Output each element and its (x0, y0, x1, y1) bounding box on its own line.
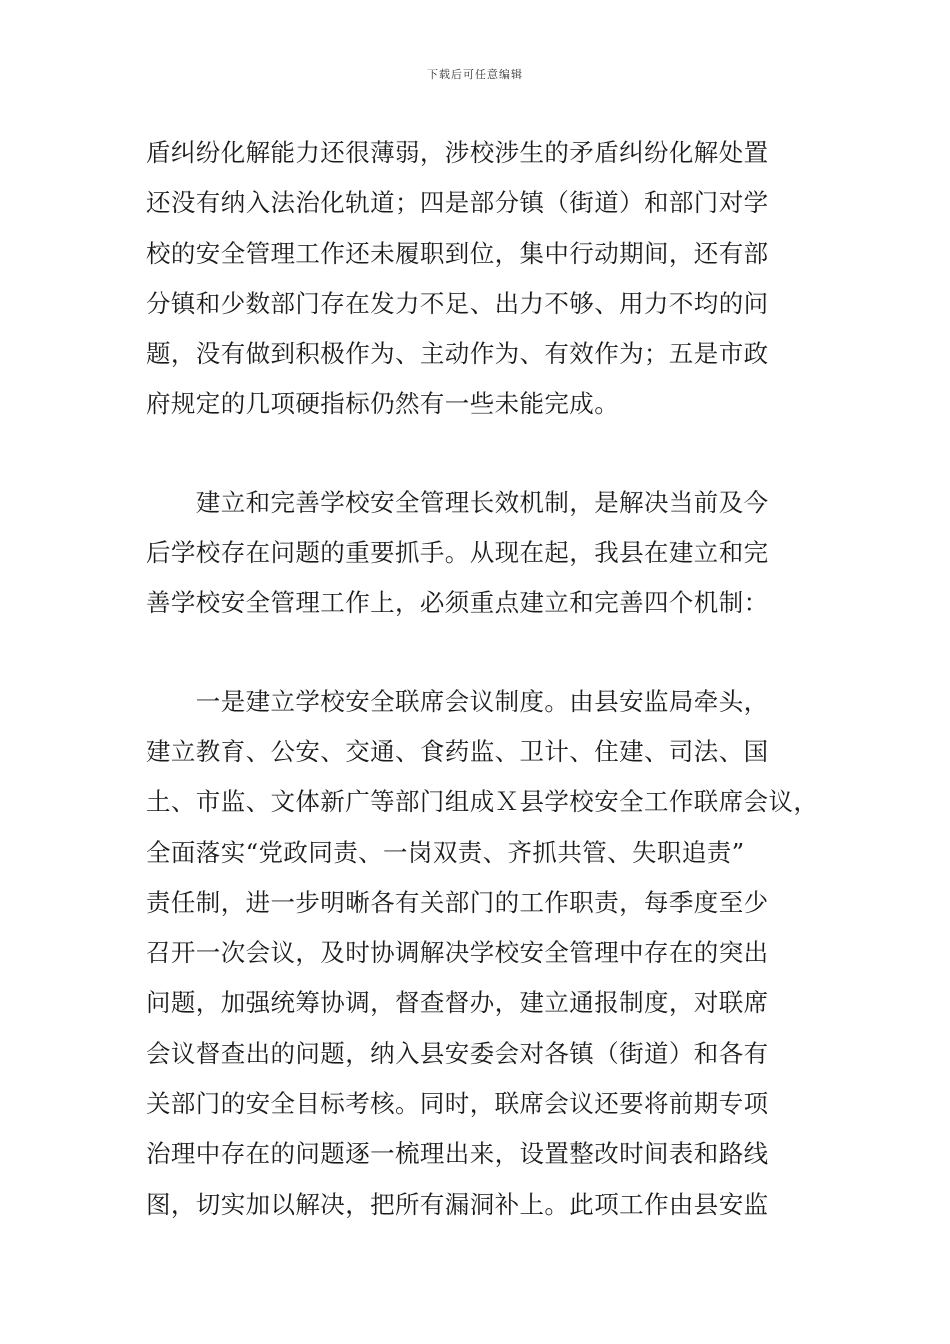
page-header-note: 下载后可任意编辑 (427, 68, 523, 81)
text-line: 府规定的几项硬指标仍然有一些未能完成。 (146, 389, 620, 419)
text-line: 校的安全管理工作还未履职到位，集中行动期间，还有部 (146, 238, 769, 268)
text-line: 治理中存在的问题逐一梳理出来，设置整改时间表和路线 (146, 1139, 769, 1169)
text-line: 土、市监、文体新广等部门组成Ｘ县学校安全工作联席会议， (146, 787, 819, 817)
text-line: 关部门的安全目标考核。同时，联席会议还要将前期专项 (146, 1089, 769, 1119)
text-line: 一是建立学校安全联席会议制度。由县安监局牵头， (146, 686, 769, 716)
text-line: 建立教育、公安、交通、食药监、卫计、住建、司法、国 (146, 736, 769, 766)
text-line: 建立和完善学校安全管理长效机制，是解决当前及今 (146, 487, 769, 517)
paragraph-gap (146, 430, 816, 478)
text-line: 会议督查出的问题，纳入县安委会对各镇（街道）和各有 (146, 1038, 769, 1068)
paragraph-gap (146, 629, 816, 677)
text-line: 召开一次会议，及时协调解决学校安全管理中存在的突出 (146, 938, 769, 968)
text-line: 还没有纳入法治化轨道；四是部分镇（街道）和部门对学 (146, 188, 769, 218)
paragraph-2 (146, 478, 816, 629)
document-body (146, 128, 819, 1230)
paragraph-3 (146, 677, 819, 1230)
text-line: 盾纠纷化解能力还很薄弱，涉校涉生的矛盾纠纷化解处置 (146, 138, 769, 167)
text-line: 善学校安全管理工作上，必须重点建立和完善四个机制： (146, 588, 769, 618)
paragraph-1 (146, 128, 816, 430)
text-line: 全面落实“党政同责、一岗双责、齐抓共管、失职追责” (146, 837, 745, 867)
text-line: 后学校存在问题的重要抓手。从现在起，我县在建立和完 (146, 538, 769, 568)
text-line: 责任制，进一步明晰各有关部门的工作职责，每季度至少 (146, 887, 769, 917)
text-line: 问题，加强统筹协调，督查督办，建立通报制度，对联席 (146, 988, 769, 1018)
text-line: 图，切实加以解决，把所有漏洞补上。此项工作由县安监 (146, 1189, 769, 1219)
text-line: 题，没有做到积极作为、主动作为、有效作为；五是市政 (146, 339, 769, 369)
text-line: 分镇和少数部门存在发力不足、出力不够、用力不均的问 (146, 288, 769, 318)
